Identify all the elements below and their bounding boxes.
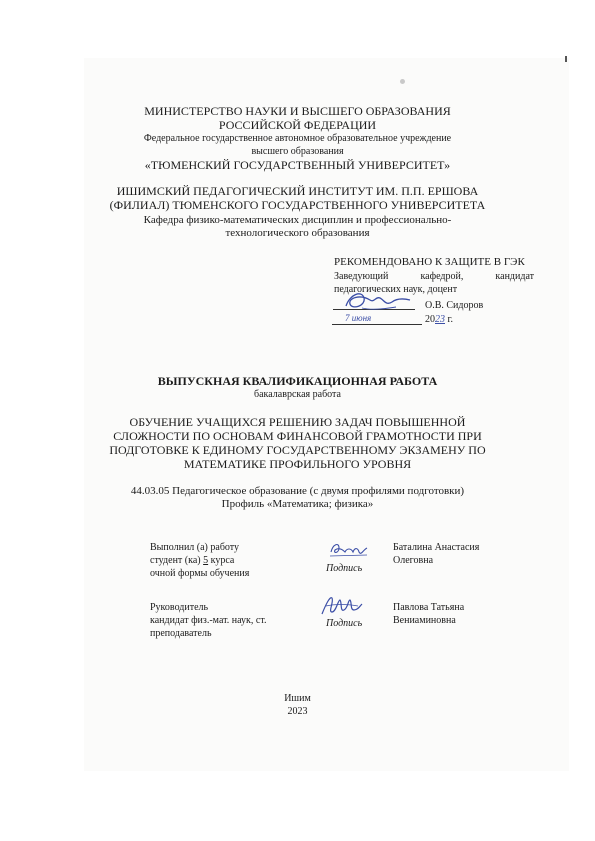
institution-type-line-2: высшего образования: [251, 145, 344, 157]
position-word-3: кандидат: [495, 271, 534, 282]
institute-heading: [0, 184, 595, 212]
ministry-heading: [0, 104, 595, 132]
student-course-prefix: студент (ка): [150, 555, 204, 566]
student-name-line-2: Олеговна: [393, 555, 434, 566]
work-type-text: ВЫПУСКНАЯ КВАЛИФИКАЦИОННАЯ РАБОТА: [157, 374, 438, 388]
work-level: [0, 389, 595, 402]
work-level-text: бакалаврская работа: [254, 389, 341, 400]
department-line-1: Кафедра физико-математических дисциплин и профессионально-: [143, 214, 452, 226]
student-info: [150, 541, 249, 580]
year-prefix: 20: [425, 314, 435, 325]
supervisor-name: [393, 601, 464, 627]
profile-text: Профиль «Математика; физика»: [221, 498, 374, 510]
position-word-1: Заведующий: [334, 271, 389, 282]
recommendation-title: РЕКОМЕНДОВАНО К ЗАЩИТЕ В ГЭК: [334, 256, 525, 268]
institution-type-line-1: Федеральное государственное автономное образовательное учреждение: [143, 133, 452, 144]
scan-edge-mark: [565, 56, 567, 62]
footer: [0, 692, 595, 718]
supervisor-line-1: Руководитель: [150, 602, 209, 613]
supervisor-name-line-1: Павлова Татьяна: [393, 602, 465, 613]
work-title-line-3: ПОДГОТОВКЕ К ЕДИНОМУ ГОСУДАРСТВЕННОМУ ЭКЗАМЕНУ ПО: [109, 443, 486, 457]
position-line-2: педагогических наук, доцент: [334, 283, 458, 295]
supervisor-info: [150, 601, 266, 640]
student-signature: [327, 538, 371, 564]
footer-city: Ишим: [284, 693, 311, 704]
specialty-text: 44.03.05 Педагогическое образование (с двумя профилями подготовки): [130, 485, 465, 497]
date-line: [332, 324, 422, 325]
ministry-line-1: МИНИСТЕРСТВО НАУКИ И ВЫСШЕГО ОБРАЗОВАНИЯ: [144, 104, 451, 118]
specialty: [0, 485, 595, 511]
supervisor-signature: [318, 594, 364, 620]
ministry-line-2: РОССИЙСКОЙ ФЕДЕРАЦИИ: [218, 118, 377, 132]
student-signature-caption: Подпись: [326, 563, 363, 574]
university-name-text: «ТЮМЕНСКИЙ ГОСУДАРСТВЕННЫЙ УНИВЕРСИТЕТ»: [144, 158, 451, 172]
position-line-1: [334, 271, 534, 284]
supervisor-signature-caption: Подпись: [326, 618, 363, 629]
footer-year: 2023: [287, 706, 308, 717]
student-course-number: 5: [203, 555, 209, 566]
department-line-2: технологического образования: [225, 227, 370, 239]
scan-speck: [400, 79, 405, 84]
student-name: [393, 541, 479, 567]
work-title: [0, 415, 595, 471]
student-course-suffix: курса: [208, 555, 235, 566]
student-line-1: Выполнил (а) работу: [150, 542, 240, 553]
date-handwritten: 7 июня: [345, 313, 372, 323]
supervisor-line-3: преподаватель: [150, 628, 212, 639]
position-word-2: кафедрой,: [420, 271, 464, 282]
department-name: [0, 214, 595, 240]
institute-line-1: ИШИМСКИЙ ПЕДАГОГИЧЕСКИЙ ИНСТИТУТ ИМ. П.П. ЕРШОВА: [116, 184, 479, 198]
date-year: [425, 314, 453, 327]
student-line-3: очной формы обучения: [150, 568, 250, 579]
work-title-line-4: МАТЕМАТИКЕ ПРОФИЛЬНОГО УРОВНЯ: [183, 457, 412, 471]
supervisor-line-2: кандидат физ.-мат. наук, ст.: [150, 615, 267, 626]
student-line-2: [150, 554, 249, 567]
year-suffix: г.: [445, 314, 453, 325]
institute-line-2: (ФИЛИАЛ) ТЮМЕНСКОГО ГОСУДАРСТВЕННОГО УНИВЕРСИТЕТА: [109, 198, 486, 212]
work-title-line-1: ОБУЧЕНИЕ УЧАЩИХСЯ РЕШЕНИЮ ЗАДАЧ ПОВЫШЕННОЙ: [129, 415, 466, 429]
student-name-line-1: Баталина Анастасия: [393, 542, 480, 553]
head-signature: [340, 288, 412, 314]
work-type: [0, 374, 595, 388]
supervisor-name-line-2: Вениаминовна: [393, 615, 456, 626]
head-name: О.В. Сидоров: [425, 300, 484, 311]
year-handwritten: 23: [435, 314, 445, 325]
work-title-line-2: СЛОЖНОСТИ ПО ОСНОВАМ ФИНАНСОВОЙ ГРАМОТНОСТИ ПРИ: [113, 429, 482, 443]
university-name: [0, 158, 595, 172]
institution-type: [0, 133, 595, 158]
